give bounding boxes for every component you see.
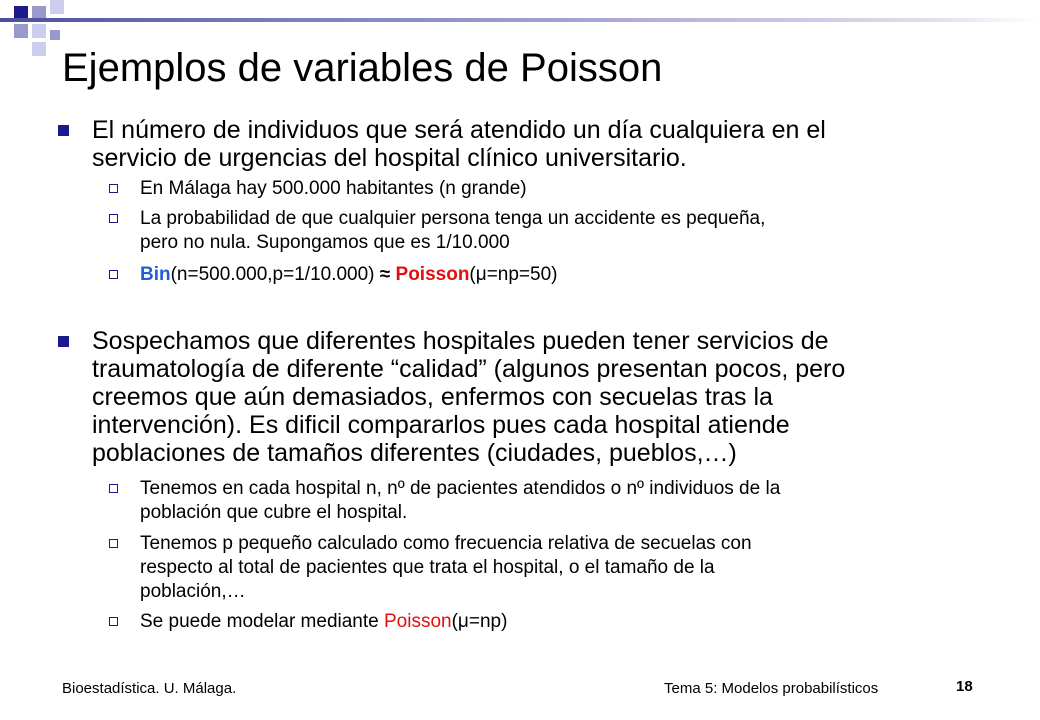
sub-bullet-1-1 bbox=[140, 177, 1010, 201]
bullet-2-line-1: Sospechamos que diferentes hospitales pueden tener servicios de bbox=[92, 327, 829, 355]
bullet-1-line-1: El número de individuos que será atendido un día cualquiera en el bbox=[92, 116, 826, 144]
decor-square-4 bbox=[14, 24, 28, 38]
bullet-2 bbox=[92, 327, 1012, 467]
sub-bullet-1-3 bbox=[140, 263, 1010, 287]
page-title: Ejemplos de variables de Poisson bbox=[62, 46, 663, 90]
square-bullet-icon bbox=[58, 125, 69, 136]
footer-topic: Tema 5: Modelos probabilísticos bbox=[664, 680, 879, 697]
decor-square-3 bbox=[50, 0, 64, 14]
bullet-2-line-2: traumatología de diferente “calidad” (algunos presentan pocos, pero bbox=[92, 355, 846, 383]
sub-bullet-1-2-line-1: La probabilidad de que cualquier persona tenga un accidente es pequeña, bbox=[140, 208, 766, 229]
bullet-1-line-2: servicio de urgencias del hospital clínico universitario. bbox=[92, 144, 687, 172]
title-rule bbox=[0, 18, 1040, 22]
hollow-square-bullet-icon bbox=[109, 484, 118, 493]
hollow-square-bullet-icon bbox=[109, 214, 118, 223]
decor-square-5 bbox=[32, 24, 46, 38]
sub-bullet-2-2 bbox=[140, 532, 1010, 604]
bullet-2-line-4: intervención). Es dificil compararlos pues cada hospital atiende bbox=[92, 411, 790, 439]
square-bullet-icon bbox=[58, 336, 69, 347]
sub-bullet-2-2-line-3: población,… bbox=[140, 581, 246, 602]
hollow-square-bullet-icon bbox=[109, 617, 118, 626]
bin-word: Bin bbox=[140, 264, 171, 285]
bullet-2-line-3: creemos que aún demasiados, enfermos con secuelas tras la bbox=[92, 383, 773, 411]
sub-bullet-2-2-line-2: respecto al total de pacientes que trata el hospital, o el tamaño de la bbox=[140, 557, 715, 578]
page-number: 18 bbox=[956, 678, 973, 695]
sub-bullet-2-1-line-2: población que cubre el hospital. bbox=[140, 502, 408, 523]
sub-bullet-2-1-line-1: Tenemos en cada hospital n, nº de pacientes atendidos o nº individuos de la bbox=[140, 478, 781, 499]
poisson-word-2: Poisson bbox=[384, 611, 452, 632]
hollow-square-bullet-icon bbox=[109, 270, 118, 279]
sub-bullet-1-3-line-1 bbox=[140, 263, 1010, 287]
sub-bullet-1-2 bbox=[140, 207, 1010, 255]
bullet-1 bbox=[92, 116, 1012, 172]
model-prefix: Se puede modelar mediante bbox=[140, 611, 384, 632]
decor-square-6 bbox=[32, 42, 46, 56]
poisson-args: (μ=np=50) bbox=[469, 264, 558, 285]
decor-square-7 bbox=[50, 30, 60, 40]
sub-bullet-1-1-line-1: En Málaga hay 500.000 habitantes (n grande) bbox=[140, 178, 527, 199]
sub-bullet-2-1 bbox=[140, 477, 1010, 525]
poisson-word: Poisson bbox=[395, 264, 470, 285]
hollow-square-bullet-icon bbox=[109, 539, 118, 548]
hollow-square-bullet-icon bbox=[109, 184, 118, 193]
bin-args: (n=500.000,p=1/10.000) bbox=[170, 264, 375, 285]
sub-bullet-1-2-line-2: pero no nula. Supongamos que es 1/10.000 bbox=[140, 232, 510, 253]
approx-symbol: ≈ bbox=[374, 264, 396, 285]
sub-bullet-2-3-line-1 bbox=[140, 610, 1010, 634]
footer-course: Bioestadística. U. Málaga. bbox=[62, 680, 237, 697]
sub-bullet-2-3 bbox=[140, 610, 1010, 634]
poisson-args-2: (μ=np) bbox=[451, 611, 508, 632]
sub-bullet-2-2-line-1: Tenemos p pequeño calculado como frecuencia relativa de secuelas con bbox=[140, 533, 752, 554]
bullet-2-line-5: poblaciones de tamaños diferentes (ciudades, pueblos,…) bbox=[92, 439, 737, 467]
